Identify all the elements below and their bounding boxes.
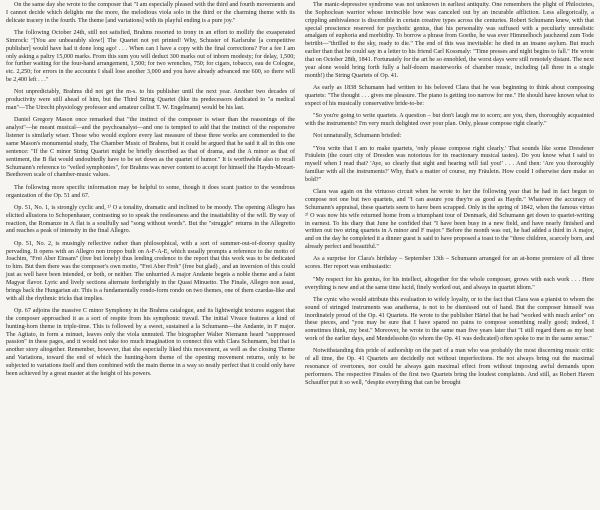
- right-column-paragraph: As a surprise for Clara's birthday – September 13th – Schumann arranged for an at-home premiere of all three scores. Her report was enthusiastic:: [305, 256, 594, 271]
- right-column-paragraph: "My respect for his genius, for his intellect, altogether for the whole composer, grows with each work . . . Here everything is new and at the same time lucid, finely worked out, and always in quartet idiom.": [305, 276, 594, 291]
- right-column-paragraph: The manic-depressive syndrome was not unknown in earliest antiquity. One remembers the plight of Philoctetes, the Sophoclean warrior whose invincible bow was canceled out by an incurable affliction. Less allegorically, a crippling ambivalence is discernible in certain creative types across the centuries. Robert Schumann knew, with that special prescience reserved for psychotic genius, that his personality was suffused with a peculiarly unrealistic amalgam of euphoria and morbidity. To borrow a phrase from Goethe, he was ever Himmelhoch jauchzend zum Tode betrübt—"thrilled to the sky, ready to die." The end of this was inevitable: he died in an insane asylum. But much earlier than that he could say in a letter to his friend Carl Kossmaly: "Time presses and night begins to fall." He wrote that on October 28th, 1841. Fortunately for the art he so ennobled, the worst days were still remotely distant. The next year alone would bring forth fully a half-dozen masterworks of chamber music, including (all three in a single month!) the String Quartets of Op. 41.: [305, 2, 594, 79]
- left-column-paragraph: Daniel Gregory Mason once remarked that "the instinct of the composer is wiser than the reasonings of the analyst"—he meant musical—and the psychoanalyst—and one is tempted to add that the instinct of the responsive listener is similarly wiser. Those who would explore every last measure of these three works are commended to the same Mason's monumental study, The Chamber Music of Brahms, but it could be argued that he said it all in this one sentence: "If the C minor String Quartet might be briefly described as that of drama, and the A minor as that of sentiment, the B flat would undoubtedly have to be set down as the quartet of humor." It is worthwhile also to recall Schumann's reference to "veiled symphonies", for Brahms was never content to accept for himself the Haydn-Mozart-Beethoven scale of chamber-music values.: [6, 117, 295, 179]
- right-column-paragraph: The cynic who would attribute this evaluation to wifely loyalty, or to the fact that Clara was a pianist to whom the sound of stringed instruments was anathema, is not to be dismissed out of hand. But the composer himself was inordinately proud of the Op. 41 Quartets. He wrote to the publisher Härtel that he had "worked with much ardor" on these pieces, and "you may be sure that I have spared no pains to compose something really good; indeed, I sometimes think, my best." Moreover, he wrote to the same man five years later that "I still regard them as my best work of the earlier days, and Mendelssohn (to whom the Op. 41 was dedicated) often spoke to me in the same sense.": [305, 296, 594, 343]
- left-column-paragraph: Op. 51, No. 1, is strongly cyclic and, ²⁾ O a tonality, dramatic and inclined to be moody. The opening Allegro has elicited allusions to Schopenhauer, contrasting so to speak the restlessness and the insatiability of the will. By way of reaction, the Romanze in A flat is a soulfully sad "song without words". But the "struggle" returns in the Allegretto and reaches a peak of intensity in the final Allegro.: [6, 204, 295, 235]
- right-column-paragraph: "So you're going to write quartets. A question – but don't laugh me to scorn; are you, then, thoroughly acquainted with the instruments? I'm very much delighted over your plan. Only, please compose right clearly.": [305, 112, 594, 127]
- left-column-paragraph: The following October 24th, still not satisfied, Brahms resorted to irony in an effort to mollify the exasperated Simrock: "[You are unbearably slow!] The Quartet not yet printed! Why, Schuster of Karlsruhe [a competitive publisher] would have had it done long ago! . . . When can I have a copy with the final corrections? For a fee I am only asking a paltry 15,000 marks. From this sum you will deduct 300 marks out of inborn modesty; for delay, 1,500; for further waiting for the four-hand arrangement, 1,500; for two wrenches, 750; for cigars, tobacco, eau de Cologne, etc. 2,250; for errors in the accounts I shall lose another 3,000 and you have already advanced me 600, so there will be 2,400 left . . .": [6, 30, 295, 84]
- right-text-column: [305, 2, 594, 510]
- right-column-paragraph: Notwithstanding this pride of authorship on the part of a man who was probably the most discerning music critic of all time, the Op. 41 Quartets are decidedly not without imperfections. He not always bring out the maximal resonance of overtones, nor could he always gain maximal effect from without imposing awful demands upon performers. The respective Finales of the first two Quartets bring the loudest complaints. And still, as Robert Haven Schauffer put it so well, "despite everything that can be brought: [305, 348, 594, 386]
- right-column-paragraph: Clara was again on the virtuoso circuit when he wrote to her the following year that he had in fact begun to compose not one but two quartets, and "I can assure you they're as good as Haydn." Whatever the accuracy of Schumann's appraisal, these quartets seem to have been scrapped. Only in the spring of 1842, when the famous virtuo ²⁾ O was now his wife returned home from a triumphant tour of Denmark, did Schumann get down to quartet-writing in earnest. To his diary that June he confided that "I have been busy in a new field, and have nearly finished and written out two string quartets in A minor and F major." Before the month was out, he had added a third in A major, and on the day he completed it a dinner guest is said to have proposed a toast to the "three children, scarcely born, and already perfect and beautiful.": [305, 189, 594, 251]
- left-column-paragraph: Op. 51, No. 2, is musingly reflective rather than philosophical, with a sort of summer-out-of-doorsy quality pervading. It opens with an Allegro non troppo built on A-F-A-E, which usually prompts a reference to the motto of Joachim, "Frei Aber Einsam" (free but lonely) thus lending credence to the report that this work was to be dedicated to him. But then there was the composer's own motto, "Frei Aber Froh" (free but glad) , and an inversion of this could just as well have been intended, or both, or neither. The unhurried A major Andante begets a noble theme and a faint Magyar flavor. Lyric and lively sections alternate forthrightly in the Quasi Minuetto. The Finale, Allegro non assai, brings back the Hungarian air. This is a fundamentally rondo-form rondo on two themes, one of them czardas-like and with all the rhythmic tricks that implies.: [6, 240, 295, 302]
- left-column-paragraph: Op. 67 adjoins the massive C minor Symphony in the Brahms catalogue, and its lightweight textures suggest that the composer approached it as a sort of respite from his symphonic travail. The initial Vivace features a kind of hunting-horn theme in triple-time. This is followed by a sweet, sustained a la Schumann—the Andante, in F major. The Agitato, in form a minuet, leaves only the viola unmuted. The biographer Walter Niemann heard "suppressed passion" in these pages, and it would not take too much imagination to connect this with Clara Schumann, but that is another story altogether. Remember, however, that she especially liked this movement, as well as the closing Theme and Variations, toward the end of which the hunting-horn theme of the opening movement returns, only to be subjected to variations itself and then combined with the main theme in a way so neatly perfect that it could only have been achieved by a great master at the height of his powers.: [6, 308, 295, 377]
- right-column-paragraph: "You write that I am to make quartets, 'only please compose right clearly.' That sounds like some Dresdener Fräulein (the court city of Dresden was notorious for its reactionary musical tastes). Do you know what I said to myself when I read that? 'Aye, so clearly that sight and hearing will fail you!' . . . And then: 'Are you thoroughly familiar with all the instruments?' Why, that's a matter of course, my Fräulein. How could I otherwise dare make so bold?": [305, 145, 594, 183]
- left-column-paragraph: On the same day she wrote to the composer that "I am especially pleased with the third and fourth movements and I cannot decide which delights me the more, the melodious viola solo in the third or the charming theme with its delicate tracery in the fourth. The theme [and variations] with its playful ending is a pure joy.": [6, 2, 295, 24]
- right-column-paragraph: As early as 1838 Schumann had written to his beloved Clara that he was beginning to think about composing quartets: "The thought . . . gives me pleasure. The piano is getting too narrow for me." He should have known what to expect of his musically conservative bride-to-be:: [305, 84, 594, 107]
- left-text-column: [6, 2, 295, 510]
- left-column-paragraph: Not unpredictably, Brahms did not get the m-s. to his publisher until the next year. Another two decades of productivity were still ahead of him, but the Third String Quartet (like its predecessors dedicated to "a medical man"—The Utrecht physiology professor and amateur cellist T. W. Engelmann) would be his last.: [6, 89, 295, 112]
- left-column-paragraph: The following more specific information may be helpful to some, though it does scant justice to the wondrous organization of the Op. 51 and 67.: [6, 184, 295, 199]
- right-column-paragraph: Not unnaturally, Schumann bristled:: [313, 133, 402, 140]
